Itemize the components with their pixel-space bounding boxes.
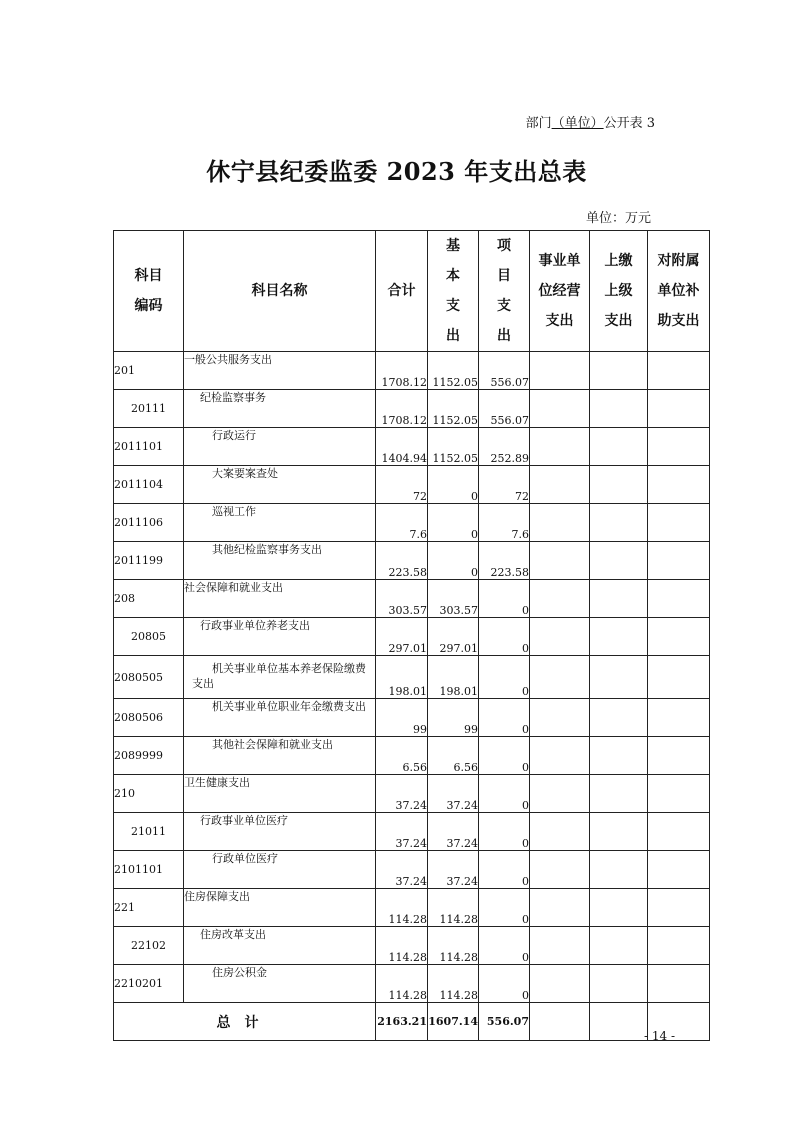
row-basic: 198.01 (428, 656, 479, 699)
row-project: 0 (479, 618, 530, 656)
row-project: 0 (479, 965, 530, 1003)
table-row (114, 965, 710, 1003)
row-upper (590, 390, 648, 428)
row-code: 221 (114, 889, 184, 927)
row-business (530, 775, 590, 813)
row-total: 6.56 (376, 737, 428, 775)
row-upper (590, 965, 648, 1003)
row-name: 机关事业单位基本养老保险缴费支出 (184, 656, 376, 699)
row-name: 纪检监察事务 (184, 390, 376, 428)
row-code: 2011104 (114, 466, 184, 504)
row-business (530, 889, 590, 927)
header-row (114, 231, 710, 352)
form-prefix: 部门 (525, 116, 552, 131)
row-basic: 99 (428, 699, 479, 737)
row-basic: 1152.05 (428, 390, 479, 428)
row-total: 297.01 (376, 618, 428, 656)
table-row (114, 737, 710, 775)
total-total: 2163.21 (376, 1003, 428, 1041)
row-business (530, 542, 590, 580)
form-unit: （单位） (551, 116, 604, 131)
row-project: 556.07 (479, 352, 530, 390)
page-number: - 14 - (643, 1029, 675, 1043)
col-header-code: 科目编码 (114, 231, 184, 352)
row-basic: 114.28 (428, 965, 479, 1003)
row-name: 住房公积金 (184, 965, 376, 1003)
row-name: 住房保障支出 (184, 889, 376, 927)
table-row (114, 699, 710, 737)
row-project: 0 (479, 699, 530, 737)
row-subsidiary (648, 927, 710, 965)
row-project: 0 (479, 775, 530, 813)
row-project: 0 (479, 851, 530, 889)
row-business (530, 428, 590, 466)
row-name: 其他纪检监察事务支出 (184, 542, 376, 580)
col-header-total: 合计 (376, 231, 428, 352)
row-project: 252.89 (479, 428, 530, 466)
row-total: 37.24 (376, 813, 428, 851)
row-business (530, 656, 590, 699)
total-upper (590, 1003, 648, 1041)
row-project: 72 (479, 466, 530, 504)
row-business (530, 390, 590, 428)
row-total: 99 (376, 699, 428, 737)
row-basic: 0 (428, 466, 479, 504)
row-total: 114.28 (376, 927, 428, 965)
row-business (530, 580, 590, 618)
form-suffix: 公开表 3 (603, 116, 655, 131)
expenditure-table (113, 230, 710, 1041)
row-name: 巡视工作 (184, 504, 376, 542)
total-row (114, 1003, 710, 1041)
table-row (114, 428, 710, 466)
row-total: 198.01 (376, 656, 428, 699)
table-row (114, 775, 710, 813)
row-basic: 37.24 (428, 851, 479, 889)
row-basic: 114.28 (428, 927, 479, 965)
table-row (114, 580, 710, 618)
row-total: 303.57 (376, 580, 428, 618)
table-row (114, 618, 710, 656)
col-header-subsidiary: 对附属单位补助支出 (648, 231, 710, 352)
row-subsidiary (648, 889, 710, 927)
row-code: 20111 (114, 390, 184, 428)
table-row (114, 927, 710, 965)
row-business (530, 618, 590, 656)
row-upper (590, 504, 648, 542)
row-upper (590, 428, 648, 466)
col-header-upper: 上缴上级支出 (590, 231, 648, 352)
row-subsidiary (648, 428, 710, 466)
row-basic: 37.24 (428, 813, 479, 851)
total-label: 总计 (114, 1003, 376, 1041)
row-basic: 37.24 (428, 775, 479, 813)
row-subsidiary (648, 390, 710, 428)
row-name: 其他社会保障和就业支出 (184, 737, 376, 775)
row-subsidiary (648, 656, 710, 699)
row-basic: 297.01 (428, 618, 479, 656)
row-upper (590, 580, 648, 618)
row-subsidiary (648, 813, 710, 851)
row-name: 一般公共服务支出 (184, 352, 376, 390)
row-subsidiary (648, 466, 710, 504)
row-code: 208 (114, 580, 184, 618)
table-row (114, 466, 710, 504)
row-business (530, 352, 590, 390)
row-name: 行政事业单位养老支出 (184, 618, 376, 656)
row-business (530, 737, 590, 775)
page-title: 休宁县纪委监委 2023 年支出总表 (206, 157, 587, 186)
table-row (114, 504, 710, 542)
row-code: 210 (114, 775, 184, 813)
row-total: 1708.12 (376, 352, 428, 390)
row-basic: 6.56 (428, 737, 479, 775)
row-project: 0 (479, 580, 530, 618)
row-total: 223.58 (376, 542, 428, 580)
table-row (114, 656, 710, 699)
row-code: 2080506 (114, 699, 184, 737)
row-project: 0 (479, 889, 530, 927)
row-project: 556.07 (479, 390, 530, 428)
row-upper (590, 618, 648, 656)
row-total: 114.28 (376, 889, 428, 927)
row-code: 22102 (114, 927, 184, 965)
table-row (114, 851, 710, 889)
row-project: 0 (479, 813, 530, 851)
row-code: 2210201 (114, 965, 184, 1003)
total-business (530, 1003, 590, 1041)
row-subsidiary (648, 775, 710, 813)
row-business (530, 466, 590, 504)
form-number (526, 112, 655, 131)
table-row (114, 813, 710, 851)
row-project: 0 (479, 737, 530, 775)
row-subsidiary (648, 737, 710, 775)
row-business (530, 965, 590, 1003)
row-name: 机关事业单位职业年金缴费支出 (184, 699, 376, 737)
row-name: 行政事业单位医疗 (184, 813, 376, 851)
row-upper (590, 889, 648, 927)
col-header-business: 事业单位经营支出 (530, 231, 590, 352)
row-basic: 1152.05 (428, 352, 479, 390)
row-project: 0 (479, 656, 530, 699)
row-code: 2011199 (114, 542, 184, 580)
table-row (114, 390, 710, 428)
row-total: 72 (376, 466, 428, 504)
row-subsidiary (648, 965, 710, 1003)
row-total: 7.6 (376, 504, 428, 542)
row-name: 社会保障和就业支出 (184, 580, 376, 618)
row-total: 37.24 (376, 851, 428, 889)
row-subsidiary (648, 504, 710, 542)
total-project: 556.07 (479, 1003, 530, 1041)
row-code: 2101101 (114, 851, 184, 889)
row-code: 20805 (114, 618, 184, 656)
col-header-name: 科目名称 (184, 231, 376, 352)
row-code: 21011 (114, 813, 184, 851)
row-subsidiary (648, 580, 710, 618)
total-basic: 1607.14 (428, 1003, 479, 1041)
row-upper (590, 927, 648, 965)
row-subsidiary (648, 542, 710, 580)
row-total: 114.28 (376, 965, 428, 1003)
row-code: 2011101 (114, 428, 184, 466)
row-upper (590, 813, 648, 851)
col-header-project: 项目支出 (479, 231, 530, 352)
row-project: 7.6 (479, 504, 530, 542)
row-business (530, 927, 590, 965)
row-basic: 0 (428, 504, 479, 542)
table-row (114, 542, 710, 580)
row-upper (590, 656, 648, 699)
row-name: 行政单位医疗 (184, 851, 376, 889)
row-basic: 1152.05 (428, 428, 479, 466)
row-code: 2011106 (114, 504, 184, 542)
col-header-basic: 基本支出 (428, 231, 479, 352)
row-basic: 114.28 (428, 889, 479, 927)
row-name: 行政运行 (184, 428, 376, 466)
row-business (530, 813, 590, 851)
row-total: 1404.94 (376, 428, 428, 466)
row-upper (590, 466, 648, 504)
table-header (114, 231, 710, 352)
unit-label: 单位：万元 (585, 211, 651, 226)
row-business (530, 851, 590, 889)
table-row (114, 352, 710, 390)
row-code: 2080505 (114, 656, 184, 699)
row-name: 住房改革支出 (184, 927, 376, 965)
row-name: 大案要案查处 (184, 466, 376, 504)
table-row (114, 889, 710, 927)
row-code: 2089999 (114, 737, 184, 775)
row-project: 223.58 (479, 542, 530, 580)
row-code: 201 (114, 352, 184, 390)
row-upper (590, 851, 648, 889)
row-upper (590, 699, 648, 737)
row-total: 1708.12 (376, 390, 428, 428)
row-name: 卫生健康支出 (184, 775, 376, 813)
row-upper (590, 775, 648, 813)
row-upper (590, 352, 648, 390)
row-business (530, 699, 590, 737)
row-upper (590, 542, 648, 580)
row-business (530, 504, 590, 542)
row-subsidiary (648, 851, 710, 889)
row-upper (590, 737, 648, 775)
row-basic: 0 (428, 542, 479, 580)
row-subsidiary (648, 618, 710, 656)
row-basic: 303.57 (428, 580, 479, 618)
row-subsidiary (648, 352, 710, 390)
table-body (114, 352, 710, 1041)
row-total: 37.24 (376, 775, 428, 813)
row-project: 0 (479, 927, 530, 965)
row-subsidiary (648, 699, 710, 737)
